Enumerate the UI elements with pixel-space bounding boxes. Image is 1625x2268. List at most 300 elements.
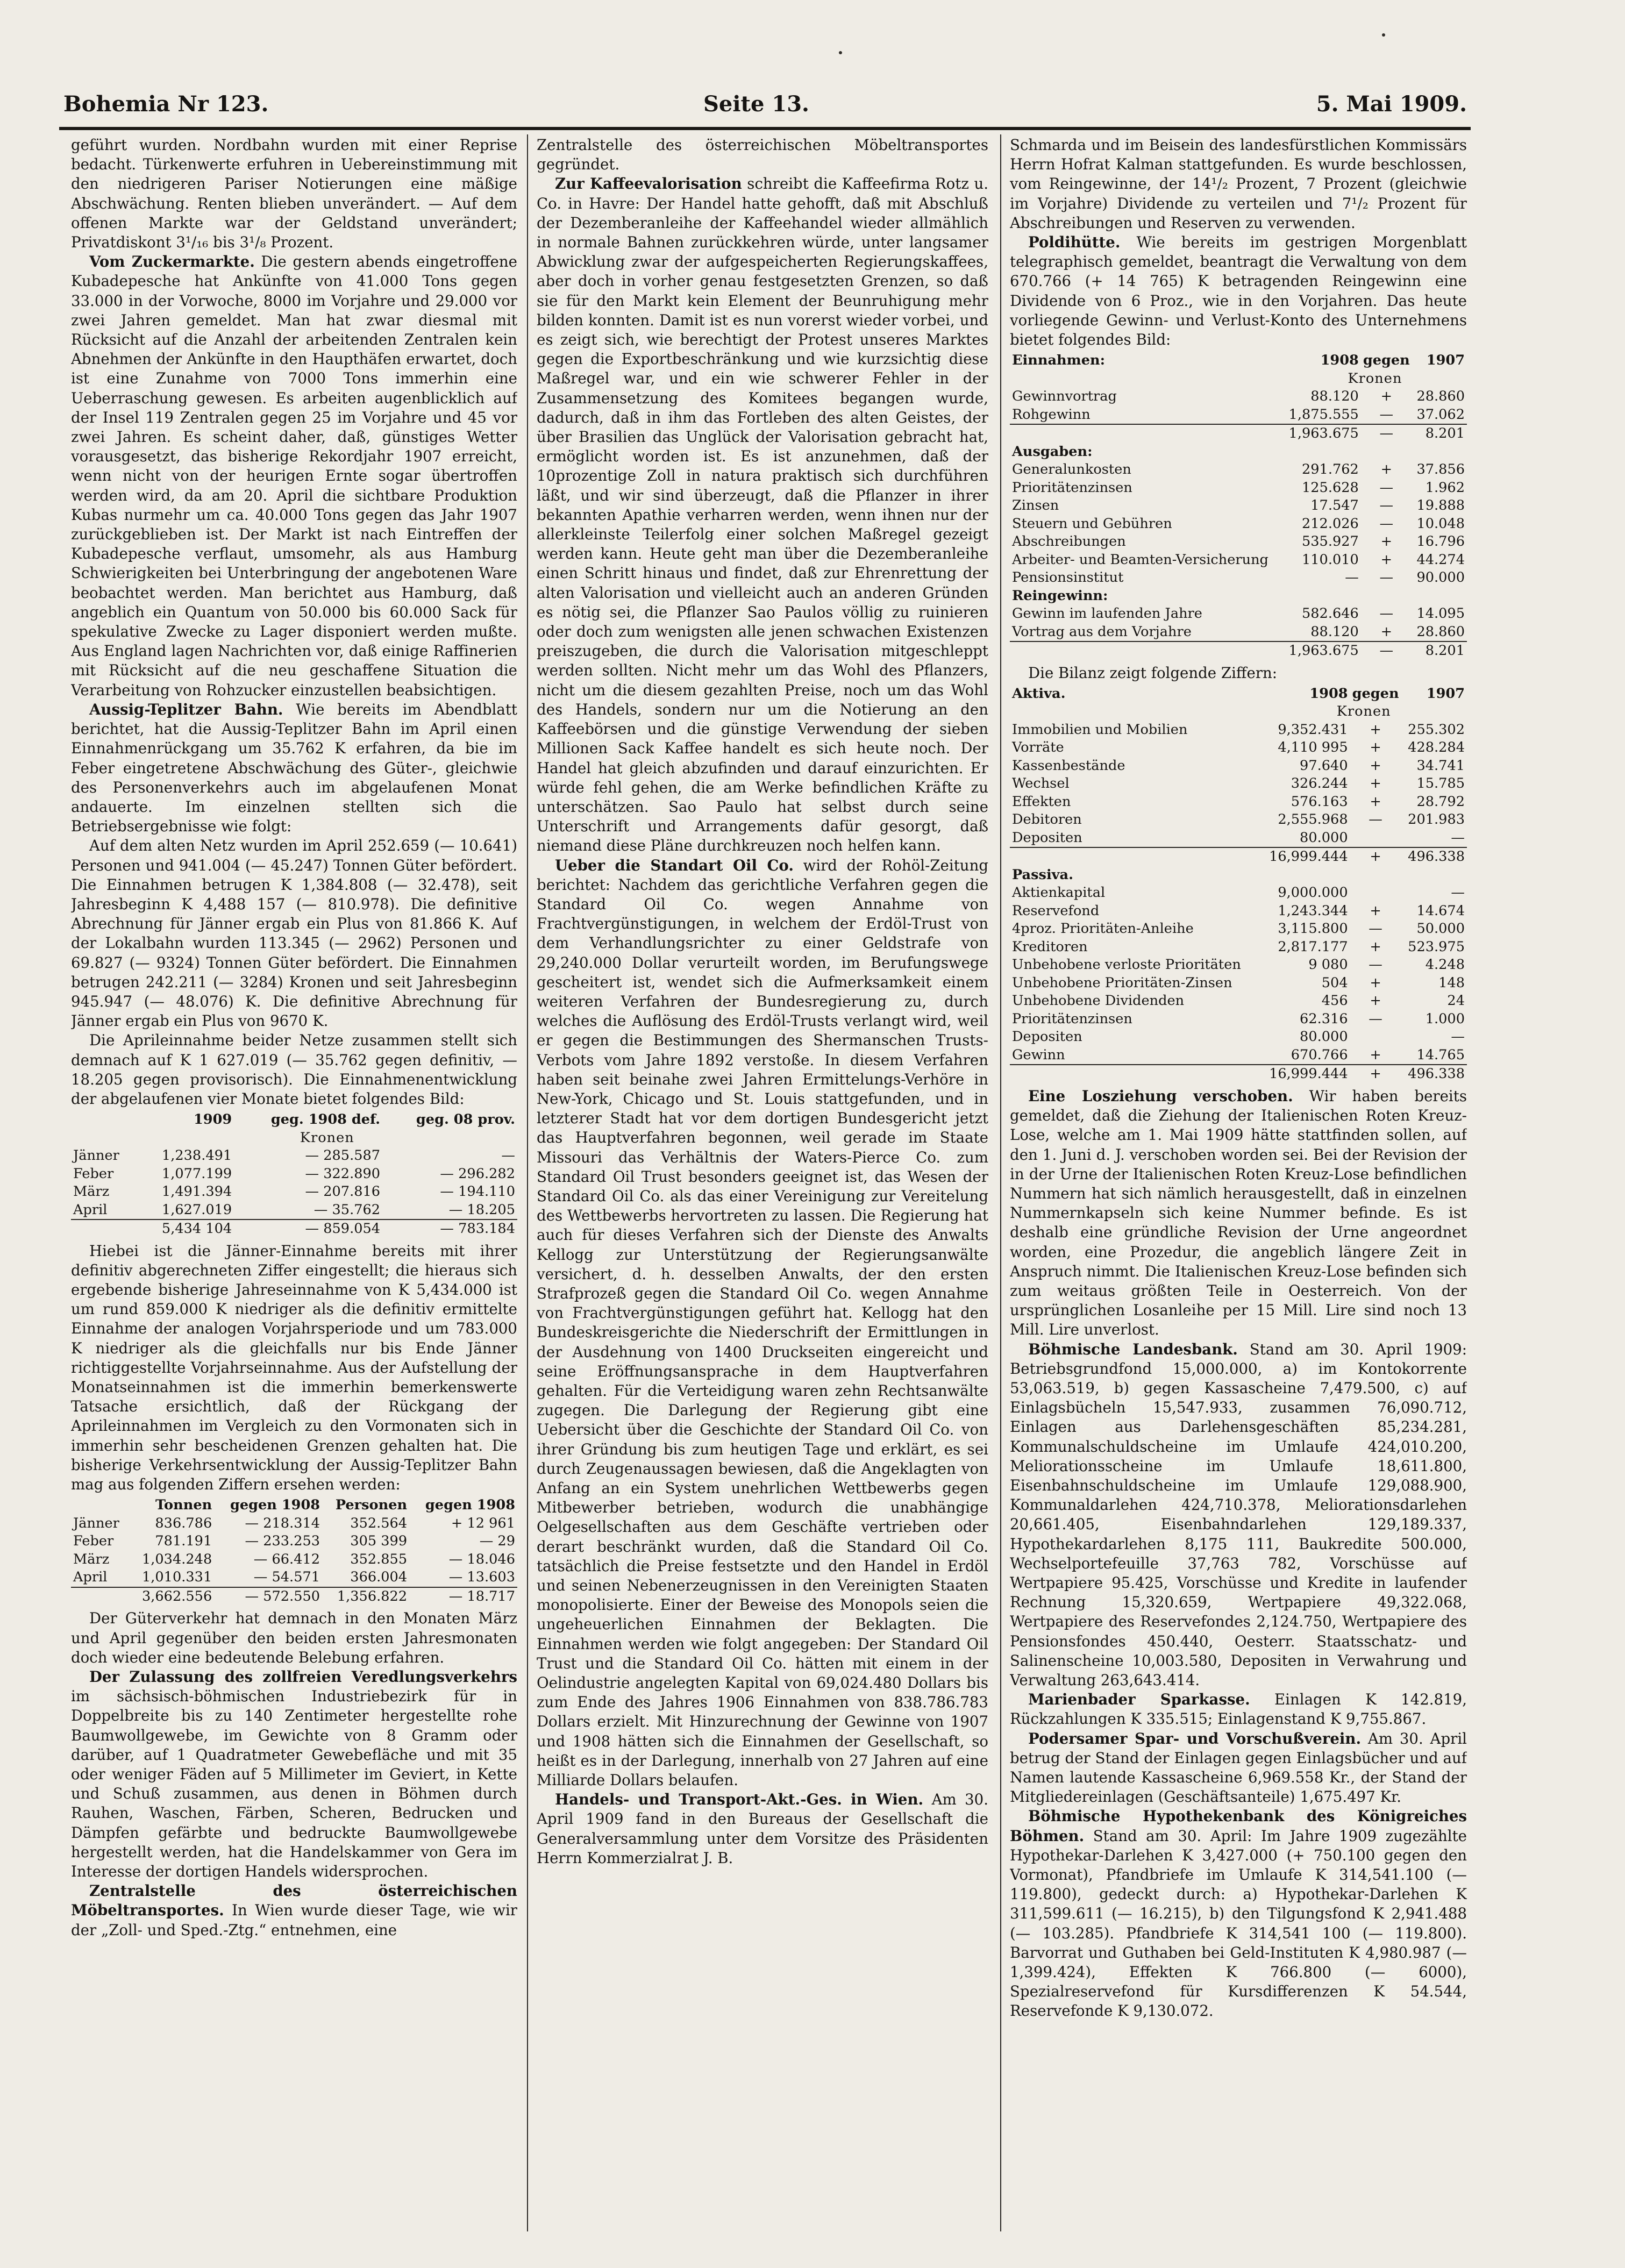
table-cell: Prioritätenzinsen (1012, 1010, 1132, 1027)
article-text: Stand am 30. April: Im Jahre 1909 zugezählte Hypothekar-Darlehen K 3,427.000 (+ 750.100 gegen den Vormonat), Pfandbriefe im Umlaufe K 314,541.100 (— 119.800), gedeckt durch: a) Hypothekar-Darlehen K 311,599.611 (— 16.215), b) den Tilgungsfond K 2,941.488 (— 103.285). Pfandbriefe K 314,541 100 (— 119.800). Barvorrat und Guthaben bei Geld-Instituten K 4,980.987 (— 1,399.424), Effekten K 766.800 (— 6000), Spezialreservefond für Kursdifferenzen K 54.544, Reservefonde K 9,130.072. (1010, 1827, 1467, 2020)
table-row (1010, 884, 1467, 902)
table-cell: 80.000 (1300, 829, 1348, 846)
table-cell: 88.120 (1310, 388, 1359, 405)
table-cell: 1,963.675 (1283, 641, 1361, 660)
table-cell: — (1361, 424, 1412, 443)
table-cell: Feber (73, 1165, 114, 1182)
header-page-number: Seite 13. (703, 91, 809, 117)
table-cell: 535.927 (1301, 533, 1359, 550)
article-text: Wir haben bereits gemeldet, daß die Ziehung der Italienischen Roten Kreuz-Lose, welche am 1. Mai 1909 hätte stattfinden sollen, auf den 1. Juni d. J. verschoben worden sei. Bei der Revision der in der Urne der Italienischen Roten Kreuz-Lose befindlichen Nummern hat sich nämlich herausgestellt, daß in einzelnen Nummernkapseln sich keine Nummer befinde. Es ist deshalb eine gründliche Revision der Urne angeordnet worden, eine Prozedur, die angeblich längere Zeit in Anspruch nimmt. Die Italienischen Kreuz-Lose befinden sich zum weitaus größten Teile in Oesterreich. Von der ursprünglichen Losanleihe per 15 Mill. Lire sind noch 13 Mill. Lire unverlost. (1010, 1087, 1467, 1339)
table-cell: Unbehobene verloste Prioritäten (1012, 957, 1241, 973)
article-title: Poldihütte. (1028, 233, 1121, 252)
table-row (71, 1551, 517, 1569)
article-handels-transport (537, 1790, 988, 1868)
table-cell: 110.010 (1301, 551, 1359, 568)
table-cell: — (1369, 811, 1382, 828)
table-cell: 3,662.556 (129, 1587, 215, 1606)
table-cell: — 18.046 (448, 1551, 515, 1567)
table-row (1010, 515, 1467, 533)
table-cell: — 18.205 (448, 1201, 515, 1218)
table-cell: Debitoren (1012, 811, 1082, 828)
table-row (1010, 1028, 1467, 1046)
table-header-cell (71, 1496, 129, 1515)
table-cell: — 18.717 (409, 1587, 517, 1606)
article-title: Der Zulassung des zollfreien Veredlungsverkehrs (89, 1667, 517, 1686)
table-cell (1350, 884, 1401, 902)
table-cell: 1,491.394 (161, 1183, 232, 1200)
table-cell: Kreditoren (1012, 938, 1088, 955)
table-cell: 9,000.000 (1278, 885, 1348, 901)
table-cell: — (1379, 406, 1394, 423)
table-cell: — (501, 1147, 515, 1164)
paragraph: geführt wurden. Nordbahn wurden mit einer Reprise bedacht. Türkenwerte erfuhren in Uebereinstimmung mit den niedrigeren Pariser Notierungen eine mäßige Abschwächung. Renten blieben unverändert. — Auf dem offenen Markte war der Geldstand unverändert; Privatdiskont 3¹/₁₆ bis 3¹/₈ Prozent. (71, 136, 517, 252)
table-cell: 17.547 (1310, 497, 1359, 514)
table-cell: + (1350, 847, 1401, 866)
table-cell: April (73, 1569, 108, 1586)
table-row (1010, 406, 1467, 425)
table-cell: + (1380, 533, 1393, 550)
table-cell: + (1370, 775, 1381, 792)
table-cell: 125.628 (1301, 479, 1359, 496)
table-cell (1010, 847, 1260, 866)
table-row (1010, 829, 1467, 848)
table-row (1010, 479, 1467, 497)
table-cell: — (1379, 569, 1394, 586)
table-cell: Vortrag aus dem Vorjahre (1012, 623, 1192, 640)
table-cell: — (1369, 921, 1382, 937)
table-cell: — 29 (479, 1533, 515, 1550)
table-cell: Abschreibungen (1012, 533, 1126, 550)
article-moebeltransport (71, 1881, 517, 1940)
table-cell: 255.302 (1408, 721, 1465, 738)
table-cell: 16.796 (1416, 533, 1465, 550)
balance-sheet-table (1010, 685, 1467, 1083)
table-sum-row (1010, 847, 1467, 866)
article-sparkasse (1010, 1690, 1467, 1729)
table-row (1010, 938, 1467, 957)
print-speck (1382, 33, 1385, 37)
table-cell: 2,817.177 (1278, 938, 1348, 955)
table-row (71, 1147, 517, 1165)
article-aussig-teplitzer (71, 700, 517, 836)
table-cell: — (1451, 1029, 1465, 1045)
table-cell: — (1379, 605, 1394, 622)
table-sum-row (1010, 424, 1467, 443)
table-row (1010, 992, 1467, 1010)
table-cell: Generalunkosten (1012, 461, 1131, 478)
table-cell: — 859.054 (234, 1219, 382, 1238)
table-cell: April (73, 1201, 108, 1218)
table-cell: 305 399 (350, 1533, 408, 1550)
table-cell: 670.766 (1291, 1046, 1348, 1063)
table-cell: 1,077.199 (161, 1165, 232, 1182)
table-cell: 14.765 (1416, 1046, 1465, 1063)
article-text: In Wien wurde dieser Tage, wie wir der „Zoll- und Sped.-Ztg.“ entnehmen, eine (71, 1901, 517, 1939)
header-rule (59, 127, 1471, 130)
table-cell: Jänner (73, 1515, 119, 1531)
table-cell: 90.000 (1416, 569, 1465, 586)
table-cell (1350, 829, 1401, 848)
table-cell: — (1451, 885, 1465, 901)
table-row (1010, 956, 1467, 974)
table-cell: 352.564 (350, 1515, 408, 1531)
table-row (1010, 569, 1467, 587)
article-title: Zentralstelle des österreichischen Möbeltransportes. (71, 1882, 517, 1920)
table-cell: 4.248 (1425, 957, 1465, 973)
table-cell: 2,555.968 (1278, 811, 1348, 828)
table-row (1010, 793, 1467, 811)
table-cell: — (1369, 957, 1382, 973)
table-cell: Rohgewinn (1012, 406, 1091, 423)
table-cell (71, 1587, 129, 1606)
table-cell: 496.338 (1401, 1065, 1467, 1083)
table-row (1010, 1046, 1467, 1065)
table-row (1010, 461, 1467, 479)
table-cell (1010, 1065, 1260, 1083)
table-cell: 37.062 (1416, 406, 1465, 423)
article-veredlungsverkehr (71, 1667, 517, 1881)
table-cell: 34.741 (1416, 757, 1465, 774)
table-cell: + (1370, 793, 1381, 810)
table-row (1010, 974, 1467, 993)
table-row (71, 1183, 517, 1201)
table-row (1010, 533, 1467, 551)
revenue-table (71, 1111, 517, 1238)
table-cell: — (1379, 479, 1394, 496)
table-row (71, 1568, 517, 1587)
table-cell: 14.095 (1416, 605, 1465, 622)
table-cell: Depositen (1012, 1029, 1082, 1045)
table-sum-row (71, 1219, 517, 1238)
table-cell: — (1369, 1010, 1382, 1027)
table-cell: 28.860 (1416, 623, 1465, 640)
article-title: Böhmische Landesbank. (1028, 1340, 1238, 1358)
table-cell: 326.244 (1291, 775, 1348, 792)
article-text: Wie bereits im Abendblatt berichtet, hat die Aussig-Teplitzer Bahn im April einen Einnahmenrückgang um 35.762 K erfahren, da bie im Feber eingetretene Abschwächung des Güter-, gleichwie des Personenverkehrs auch im abgelaufenen Monat andauerte. Im einzelnen stellten sich die Betriebsergebnisse wie folgt: (71, 700, 517, 836)
article-text: schreibt die Kaffeefirma Rotz u. Co. in Havre: Der Handel hatte gehofft, daß mit Abschluß der Dezemberanleihe der Kaffeehandel wieder allmählich in normale Bahnen zurückkehren würde, unter langsamer Abwicklung zwar der aufgespeicherten Regierungskaffees, aber doch in vorher genau festgesetzten Grenzen, so daß sie für den Markt kein Element der Beunruhigung mehr bilden konnten. Damit ist es nun vorerst wieder vorbei, und es zeigt sich, wie berechtigt der Protest unseres Marktes gegen die Exportbeschränkung und wie kurzsichtig diese Maßregel war, und ein wie schwerer Fehler in der Zusammensetzung des Komitees begangen wurde, dadurch, daß in ihm das Fortleben des alten Geistes, der über Brasilien das Unglück der Valorisation gebracht hat, ermöglicht worden ist. Es ist anzunehmen, daß der 10prozentige Zoll in natura praktisch sich durchführen läßt, und wir sind überzeugt, daß die Pflanzer in ihrer bekannten Apathie verharren werden, wenn ihnen nur der allerkleinste Teilerfolg einer solchen Maßregel gezeigt werden kann. Heute geht man über die Dezemberanleihe einen Schritt hinaus und findet, daß zur Ehrenrettung der alten Valorisation und vielleicht auch an anderen Gründen es nötig sei, die Pflanzer Sao Paulos völlig zu ruinieren oder doch zum wenigsten alle jenen schwachen Existenzen preiszugeben, die durch die Valorisation mitgeschleppt werden sollten. Nicht mehr um das Wohl des Pflanzers, nicht um die diesem gezahlten Preise, noch um das Wohl des Handels, sondern nur um die Notierung an den Kaffeebörsen und die günstige Verwendung der sieben Millionen Sack Kaffee handelt es sich heute noch. Der Handel hat gleich abzufinden und darauf einzurichten. Er würde fehl gehen, die am Werke befindlichen Kräfte zu unterschätzen. Sao Paulo hat selbst durch seine Unterschrift und Arrangements dafür gesorgt, daß niemand diese Pläne durchkreuzen noch helfen kann. (537, 175, 988, 855)
table-cell: 97.640 (1300, 757, 1348, 774)
table-header-cell: Personen (335, 1497, 408, 1514)
table-section-title: Passiva. (1012, 866, 1074, 883)
table-cell: 4proz. Prioritäten-Anleihe (1012, 921, 1194, 937)
table-cell: 80.000 (1300, 1029, 1348, 1045)
table-cell: Steuern und Gebühren (1012, 515, 1172, 532)
header-date: 5. Mai 1909. (1316, 91, 1467, 117)
table-cell: Reservefond (1012, 902, 1100, 919)
table-cell: Arbeiter- und Beamten-Versicherung (1012, 551, 1268, 568)
table-cell: 1,627.019 (161, 1201, 232, 1218)
table-header-cell: 1908 (1320, 352, 1359, 369)
table-cell: 1,243.344 (1278, 902, 1348, 919)
article-title: Podersamer Spar- und Vorschußverein. (1028, 1729, 1362, 1748)
header-publication: Bohemia Nr 123. (63, 91, 269, 117)
table-row (1010, 497, 1467, 515)
article-title: Marienbader Sparkasse. (1028, 1691, 1250, 1709)
table-cell: Prioritätenzinsen (1012, 479, 1132, 496)
table-cell: — (1345, 569, 1359, 586)
column-divider-2 (1000, 134, 1001, 2231)
table-header-cell: gegen (1352, 685, 1399, 702)
article-kaffeevalorisation (537, 174, 988, 855)
article-text: Am 30. April 1909 fand in den Bureaus der Gesellschaft die Generalversammlung unter dem Vorsitze des Präsidenten Herrn Kommerzialrat J. B. (537, 1791, 988, 1867)
table-cell: 44.274 (1416, 551, 1465, 568)
table-cell: 28.792 (1416, 793, 1465, 810)
table-cell: + (1380, 623, 1393, 640)
table-cell: — 54.571 (253, 1569, 320, 1586)
table-cell: 836.786 (155, 1515, 212, 1531)
table-cell: 8.201 (1412, 641, 1467, 660)
table-cell: 496.338 (1401, 847, 1467, 866)
table-unit: Kronen (1336, 703, 1391, 720)
paragraph: Auf dem alten Netz wurden im April 252.659 (— 10.641) Personen und 941.004 (— 45.247) Tonnen Güter befördert. Die Einnahmen betrugen K 1,384.808 (— 32.478), seit Jahresbeginn K 4,488 157 (— 810.978). Die definitive Abrechnung für Jänner ergab ein Plus von 81.866 K. Auf der Lokalbahn wurden 113.345 (— 2962) Personen und 69.827 (— 9324) Tonnen Güter befördert. Die Einnahmen betrugen 242.211 (— 3284) Kronen und seit Jahresbeginn 945.947 (— 48.076) K. Die definitive Abrechnung für Jänner ergab ein Plus von 9670 K. (71, 837, 517, 1030)
table-cell: — (1379, 515, 1394, 532)
table-cell (1010, 424, 1283, 443)
table-cell: 24 (1447, 993, 1465, 1009)
table-cell: Effekten (1012, 793, 1071, 810)
article-title: Aussig-Teplitzer Bahn. (89, 700, 283, 718)
table-cell: 1,034.248 (141, 1551, 212, 1567)
table-cell: — 35.762 (313, 1201, 381, 1218)
table-cell: — (1361, 641, 1412, 660)
table-cell: + (1350, 1065, 1401, 1083)
table-header-cell (71, 1111, 137, 1129)
article-title: Ueber die Standart Oil Co. (555, 856, 794, 874)
table-row (1010, 902, 1467, 921)
article-poldihuette (1010, 233, 1467, 350)
table-cell: + (1370, 974, 1381, 991)
article-text: im sächsisch-böhmischen Industriebezirk für in Doppelbreite bis zu 140 Zentimeter hergestellte rohe Baumwollgewebe, im Gewichte von 8 Gramm oder darüber, auf 1 Quadratmeter Gewebefläche und mit 35 oder weniger Fäden auf 5 Millimeter im Geviert, in Kette und Schuß zusammen, aus denen in Böhmen durch Rauhen, Waschen, Färben, Scheren, Bedrucken und Dämpfen gefärbte und bedruckte Baumwollgewebe hergestellt werden, hat die Handelskammer von Gera im Interesse der dortigen Handels widersprochen. (71, 1687, 517, 1880)
table-cell: — (1379, 497, 1394, 514)
table-cell: Zinsen (1012, 497, 1059, 514)
table-row (1010, 721, 1467, 739)
table-cell: Wechsel (1012, 775, 1070, 792)
page-header (63, 86, 1467, 124)
article-vorschussverein (1010, 1729, 1467, 1807)
table-cell: 212.026 (1301, 515, 1359, 532)
table-sum-row (71, 1587, 517, 1606)
table-cell: + (1370, 993, 1381, 1009)
table-cell: Vorräte (1012, 739, 1064, 756)
paragraph: Zentralstelle des österreichischen Möbeltransportes gegründet. (537, 136, 988, 174)
table-cell: 28.860 (1416, 388, 1465, 405)
table-cell: — 207.816 (305, 1183, 381, 1200)
traffic-table (71, 1496, 517, 1606)
article-text: wird der Rohöl-Zeitung berichtet: Nachdem das gerichtliche Verfahren gegen die Standard Oil Co. wegen Annahme von Frachtvergünstigungen, in welchem der Erdöl-Trust von dem Verhandlungsrichter zu einer Geldstrafe von 29,240.000 Dollar verurteilt worden, im Berufungswege gescheitert ist, wendet sich die Aufmerksamkeit einem weiteren Verfahren der Bundesregierung zu, durch welches die Auflösung des Erdöl-Trusts verlangt wird, weil er gegen die Bestimmungen des Shermanschen Trusts-Verbots vom Jahre 1892 verstoße. In diesem Verfahren haben seit beinahe zwei Jahren Ermittelungs-Verhöre in New-York, Chicago und St. Louis stattgefunden, und in letzterer Stadt hat vor dem dortigen Bundesgericht jetzt das Hauptverfahren begonnen, weil gerade im Staate Missouri das Verhältnis der Waters-Pierce Co. zum Standard Oil Trust besonders geeignet ist, das Wesen der Standard Oil Co. als das einer Vereinigung zur Vereitelung des Wettbewerbs hervortreten zu lassen. Die Regierung hat auch für dieses Verfahren sich der Dienste des Anwalts Kellogg zur Unterstützung der Regierungsanwälte versichert, d. h. desselben Anwalts, der den ersten Strafprozeß gegen die Standard Oil Co. wegen Annahme von Frachtvergünstigungen geführt hat. Kellogg hat den Bundeskreisgerichte die Niederschrift der Ermittlungen in der Ausdehnung von 1400 Druckseiten eingereicht und seine Eröffnungsansprache in dem Hauptverfahren gehalten. Für die Verteidigung waren zehn Rechtsanwälte zugegen. Die Darlegung der Regierung gibt eine Uebersicht über die Geschichte der Standard Oil Co. von ihrer Gründung bis zum heutigen Tage und erklärt, es sei durch Zeugenaussagen bewiesen, daß die Angeklagten von Anfang an ein System unehrlichen Wettbewerbs gegen Mitbewerber betrieben, wodurch die unabhängige Oelgesellschaften aus dem Geschäfte vertrieben oder derart beschränkt wurden, daß die Standard Oil Co. tatsächlich die Preise festsetzte und den Handel in Erdöl und seinen Nebenerzeugnissen in den Vereinigten Staaten monopolisierte. Einer der Beweise des Monopols seien die ungeheuerlichen Einnahmen der Beklagten. Die Einnahmen werden wie folgt angegeben: Der Standard Oil Trust und die Standard Oil Co. hätten mit einem in der Oelindustrie angelegten Kapital von 69,024.480 Dollars bis zum Ende des Jahres 1906 Einnahmen von 838.786.783 Dollars erzielt. Mit Hinzurechnung der Gewinne von 1907 und 1908 hätten sich die Einnahmen der Gesellschaft, so heißt es in der Darlegung, innerhalb von 27 Jahren auf eine Milliarde Dollars belaufen. (537, 856, 988, 1789)
table-header-cell: geg. 08 prov. (416, 1111, 515, 1128)
table-cell: 366.004 (350, 1569, 408, 1586)
article-text: Die gestern abends eingetroffene Kubadepesche hat Ankünfte von 41.000 Tons gegen 33.000 in der Vorwoche, 8000 im Vorjahre und 29.000 vor zwei Jahren gemeldet. Man hat zwar diesmal mit Rücksicht auf die Anzahl der arbeitenden Zentralen kein Abnehmen der Ankünfte in den Haupthäfen erwartet, doch ist eine Zunahme von 7000 Tons immerhin eine Ueberraschung gewesen. Es arbeiten augenblicklich auf der Insel 119 Zentralen gegen 25 im Vorjahre und 45 vor zwei Jahren. Es scheint daher, daß, günstiges Wetter vorausgesetzt, das bisherige Rekordjahr 1907 erreicht, wenn nicht von der heurigen Ernte sogar übertroffen werden wird, da am 20. April die sichtbare Produktion Kubas nurmehr um ca. 40.000 Tons gegen das Jahr 1907 zurückgeblieben ist. Der Markt ist nach Eintreffen der Kubadepesche verflaut, umsomehr, als aus Hamburg Schwierigkeiten bei Unterbringung der angebotenen Ware beobachtet werden. Man berichtet aus Hamburg, daß angeblich ein Quantum von 50.000 bis 60.000 Sack für spekulative Zwecke zu Lager disponiert werden mußte. Aus England lagen Nachrichten vor, daß einige Raffinerien mit Rücksicht auf die neu geschaffene Situation die Verarbeitung von Rohzucker einzustellen beabsichtigen. (71, 253, 517, 699)
article-text: Einlagen K 142.819, Rückzahlungen K 335.515; Einlagenstand K 9,755.867. (1010, 1691, 1467, 1728)
table-row (1010, 388, 1467, 406)
table-cell: + (1370, 739, 1381, 756)
column-2 (537, 135, 988, 2222)
table-cell: — 285.587 (305, 1147, 381, 1164)
table-cell: Unbehobene Dividenden (1012, 993, 1185, 1009)
table-row (1010, 920, 1467, 938)
table-header-cell: 1907 (1426, 685, 1465, 702)
table-cell: 582.646 (1301, 605, 1359, 622)
table-row (1010, 623, 1467, 642)
table-cell: + (1370, 902, 1381, 919)
table-cell: — 194.110 (440, 1183, 515, 1200)
table-row (71, 1165, 517, 1183)
table-cell: 10.048 (1416, 515, 1465, 532)
table-cell: Kassenbestände (1012, 757, 1125, 774)
table-cell: + (1380, 551, 1393, 568)
article-text: Stand am 30. April 1909: Betriebsgrundfond 15,000.000, a) im Kontokorrente 53,063.519, b) gegen Kassascheine 7,479.500, c) auf Einlagsbücheln 15,547.933, zusammen 76,090.712, Einlagen aus Darlehensgeschäften 85,234.281, Kommunalschuldscheine im Umlaufe 424,010.200, Meliorationsscheine im Umlaufe 18,611.800, Eisenbahnschuldscheine im Umlaufe 129,088.900, Kommunaldarlehen 424,710.378, Meliorationsdarlehen 20,661.405, Eisenbahndarlehen 129,189.337, Hypothekardarlehen 8,175 111, Baukredite 500.000, Wechselportefeuille 37,763 782, Vorschüsse auf Wertpapiere 95.425, Vorschüsse und Kredite in laufender Rechnung 15,320.659, Wertpapiere 49,322.068, Wertpapiere des Reservefondes 2,124.750, Wertpapiere des Pensionsfondes 450.440, Oesterr. Staatsschatz- und Salinenscheine 10,003.580, Depositen in Verwahrung und Verwaltung 263,643.414. (1010, 1340, 1467, 1689)
print-speck (839, 51, 842, 54)
article-standard-oil (537, 856, 988, 1791)
article-title: Vom Zuckermarkte. (89, 253, 255, 271)
table-cell: — 218.314 (245, 1515, 320, 1531)
table-section-title: Aktiva. (1012, 685, 1066, 702)
table-cell (1010, 641, 1283, 660)
table-cell: März (73, 1551, 110, 1567)
table-header-cell: geg. 1908 def. (270, 1111, 381, 1128)
table-cell: 428.284 (1408, 739, 1465, 756)
table-header-cell: 1909 (193, 1111, 232, 1128)
table-cell: 8.201 (1412, 424, 1467, 443)
table-cell: 14.674 (1416, 902, 1465, 919)
table-cell: 1,010.331 (141, 1569, 212, 1586)
table-cell: 291.762 (1301, 461, 1359, 478)
profit-loss-table (1010, 352, 1467, 660)
table-cell: — 783.184 (382, 1219, 517, 1238)
table-cell: Jänner (73, 1147, 119, 1164)
table-cell: 1,963.675 (1283, 424, 1361, 443)
article-title: Böhmische Hypothekenbank des Königreiches Böhmen. (1010, 1807, 1467, 1845)
table-cell: + (1370, 938, 1381, 955)
table-cell: Feber (73, 1533, 114, 1550)
table-cell: 201.983 (1408, 811, 1465, 828)
table-unit: Kronen (1348, 370, 1402, 387)
table-cell: Pensionsinstitut (1012, 569, 1124, 586)
table-cell: Gewinnvortrag (1012, 388, 1117, 405)
table-cell: 4,110 995 (1278, 739, 1348, 756)
table-cell: — 233.253 (245, 1533, 320, 1550)
table-cell: 5,434 104 (137, 1219, 234, 1238)
table-cell: 1,356.822 (322, 1587, 409, 1606)
table-cell: 1.962 (1425, 479, 1465, 496)
table-cell (71, 1219, 137, 1238)
table-cell: 50.000 (1416, 921, 1465, 937)
table-cell: 15.785 (1416, 775, 1465, 792)
table-cell: 576.163 (1291, 793, 1348, 810)
table-cell: 781.191 (155, 1533, 212, 1550)
article-title: Eine Losziehung verschoben. (1028, 1087, 1293, 1105)
table-cell: 16,999.444 (1260, 847, 1350, 866)
table-cell: + 12 961 (451, 1515, 515, 1531)
table-cell: 148 (1438, 974, 1465, 991)
paragraph: Der Güterverkehr hat demnach in den Monaten März und April gegenüber den beiden ersten Jahresmonaten doch wieder eine bedeutende Belebung erfahren. (71, 1609, 517, 1666)
table-cell: 352.855 (350, 1551, 408, 1567)
table-row (1010, 739, 1467, 757)
table-section-title: Reingewinn: (1012, 587, 1108, 604)
article-title: Handels- und Transport-Akt.-Ges. in Wien. (555, 1791, 924, 1809)
table-cell: 16,999.444 (1260, 1065, 1350, 1083)
table-row (71, 1515, 517, 1533)
table-header-cell: gegen 1908 (230, 1497, 320, 1514)
table-row (1010, 757, 1467, 775)
table-section-title: Ausgaben: (1012, 443, 1093, 460)
table-section-title: Einnahmen: (1012, 352, 1106, 369)
paragraph: Schmarda und im Beisein des landesfürstlichen Kommissärs Herrn Hofrat Kalman stattgefunden. Es wurde beschlossen, vom Reingewinne, der 14¹/₂ Prozent, 7 Prozent (gleichwie im Vorjahre) Dividende zu verteilen und 7¹/₂ Prozent für Abschreibungen und Reserven zu verwenden. (1010, 136, 1467, 232)
table-row (1010, 551, 1467, 569)
table-sum-row (1010, 1065, 1467, 1083)
einnahmen-rows (1010, 388, 1467, 443)
table-cell: — 322.890 (305, 1165, 381, 1182)
table-cell: März (73, 1183, 110, 1200)
table-cell (1350, 1028, 1401, 1046)
table-cell: 3,115.800 (1278, 921, 1348, 937)
article-losziehung (1010, 1087, 1467, 1340)
table-row (71, 1201, 517, 1220)
article-text: Am 30. April betrug der Stand der Einlagen gegen Einlagsbücher und auf Namen lautende Kassascheine 6,969.558 Kr., der Stand der Mitgliedereinlagen (Geschäftsanteile) 1,675.497 Kr. (1010, 1729, 1467, 1806)
table-cell: + (1370, 1046, 1381, 1063)
table-header-cell: Tonnen (155, 1497, 212, 1514)
table-cell: + (1370, 721, 1381, 738)
table-cell: + (1370, 757, 1381, 774)
table-cell: — 66.412 (253, 1551, 320, 1567)
table-header-cell: gegen 1908 (425, 1497, 515, 1514)
table-cell: Immobilien und Mobilien (1012, 721, 1188, 738)
paragraph: Hiebei ist die Jänner-Einnahme bereits mit ihrer definitiv abgerechneten Ziffer eingestellt; die hieraus sich ergebende bisherige Jahreseinnahme von K 5,434.000 ist um rund 859.000 K niedriger als die definitiv ermittelte Einnahme der analogen Vorjahrsperiode und um 783.000 K niedriger als die gleichfalls nur bis Ende Jänner richtiggestellte Vorjahrseinnahme. Aus der Aufstellung der Monatseinnahmen ist die immerhin bemerkenswerte Tatsache ersichtlich, daß der Rückgang der Aprileinnahmen im Vergleich zu den Vormonaten sich in immerhin sehr bescheidenen Grenzen gehalten hat. Die bisherige Verkehrsentwicklung der Aussig-Teplitzer Bahn mag aus folgenden Ziffern ersehen werden: (71, 1242, 517, 1494)
table-row (1010, 811, 1467, 829)
table-cell: + (1380, 388, 1393, 405)
table-cell: 88.120 (1310, 623, 1359, 640)
table-cell: 1.000 (1425, 1010, 1465, 1027)
table-cell: 19.888 (1416, 497, 1465, 514)
table-cell: Depositen (1012, 829, 1082, 846)
article-zuckermarkt (71, 252, 517, 700)
article-text: Wie bereits im gestrigen Morgenblatt telegraphisch gemeldet, beantragt die Verwaltung von dem 670.766 (+ 14 765) K betragenden Reingewinn eine Dividende von 6 Proz., wie in den Vorjahren. Das heute vorliegende Gewinn- und Verlust-Konto des Unternehmens bietet folgendes Bild: (1010, 233, 1467, 349)
article-hypothekenbank (1010, 1807, 1467, 2021)
table-row (1010, 605, 1467, 623)
table-cell: 62.316 (1300, 1010, 1348, 1027)
column-1 (71, 135, 517, 2222)
table-row (1010, 1010, 1467, 1029)
column-divider-1 (527, 134, 528, 2231)
table-cell: 37.856 (1416, 461, 1465, 478)
table-cell: 9,352.431 (1278, 721, 1348, 738)
table-cell: Gewinn (1012, 1046, 1065, 1063)
table-cell: — 572.550 (214, 1587, 322, 1606)
table-header-cell: gegen (1363, 352, 1410, 369)
table-cell: 1,875.555 (1288, 406, 1359, 423)
table-cell: 523.975 (1408, 938, 1465, 955)
table-header-cell: 1908 (1309, 685, 1348, 702)
table-cell: 456 (1321, 993, 1348, 1009)
article-title: Zur Kaffeevalorisation (555, 175, 742, 193)
table-unit: Kronen (300, 1129, 354, 1146)
table-cell: — (1451, 829, 1465, 846)
table-row (1010, 775, 1467, 793)
table-cell: + (1380, 461, 1393, 478)
table-cell: Unbehobene Prioritäten-Zinsen (1012, 974, 1232, 991)
paragraph: Die Bilanz zeigt folgende Ziffern: (1028, 664, 1278, 682)
paragraph: Die Aprileinnahme beider Netze zusammen stellt sich demnach auf K 1 627.019 (— 35.762 gegen definitiv, — 18.205 gegen provisorisch). Die Einnahmenentwicklung der abgelaufenen vier Monate bietet folgendes Bild: (71, 1031, 517, 1108)
table-row (71, 1532, 517, 1551)
table-cell: — 13.603 (448, 1569, 515, 1586)
table-cell: Gewinn im laufenden Jahre (1012, 605, 1202, 622)
column-3 (1010, 135, 1467, 2222)
table-cell: 1,238.491 (161, 1147, 232, 1164)
table-cell: 9 080 (1308, 957, 1348, 973)
table-header-cell: 1907 (1426, 352, 1465, 369)
table-sum-row (1010, 641, 1467, 660)
table-cell: — 296.282 (440, 1165, 515, 1182)
table-cell: Aktienkapital (1012, 885, 1106, 901)
